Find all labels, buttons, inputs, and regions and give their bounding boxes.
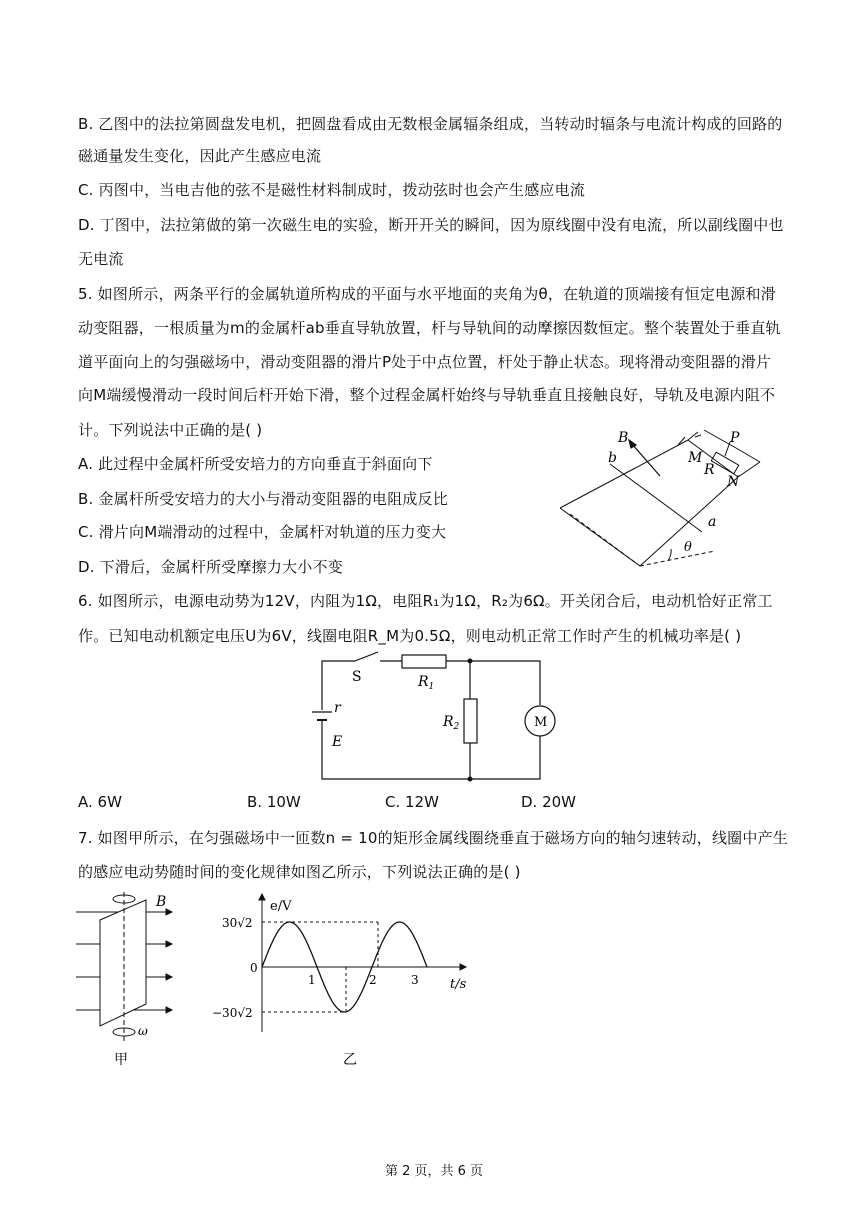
q5-line-5: 计。下列说法中正确的是( ) [78, 421, 263, 439]
option-b-line-1: B. 乙图中的法拉第圆盘发电机，把圆盘看成由无数根金属辐条组成，当转动时辐条与电流计构成的回路的 [78, 115, 783, 133]
fig5-label-b: b [608, 450, 617, 466]
fig5-label-P: P [730, 430, 740, 446]
fig6-label-E: E [332, 734, 343, 750]
q5-option-b: B. 金属杆所受安培力的大小与滑动变阻器的电阻成反比 [78, 490, 449, 508]
fig6-label-S: S [352, 669, 362, 685]
graph-caption: 乙 [343, 1052, 357, 1068]
q6-line-2: 作。已知电动机额定电压U为6V，线圈电阻R_M为0.5Ω，则电动机正常工作时产生的机械功率是( ) [78, 627, 742, 645]
fig6-label-r: r [334, 700, 341, 716]
q5-option-d: D. 下滑后，金属杆所受摩擦力大小不变 [78, 558, 343, 576]
q6-option-b: B. 10W [247, 793, 301, 811]
graph-xtick-2: 2 [369, 973, 377, 987]
circuit-figure [300, 650, 570, 790]
coil-caption: 甲 [114, 1052, 128, 1068]
q6-option-a: A. 6W [78, 793, 122, 811]
q5-line-3: 道平面向上的匀强磁场中，滑动变阻器的滑片P处于中点位置，杆处于静止状态。现将滑动变阻器的滑片 [78, 353, 772, 371]
q6-option-d: D. 20W [521, 793, 577, 811]
fig5-label-N: N [727, 474, 740, 490]
fig7-label-omega: ω [138, 1024, 148, 1038]
incline-rail-figure [560, 420, 790, 570]
q7-line-2: 的感应电动势随时间的变化规律如图乙所示，下列说法正确的是( ) [78, 863, 521, 881]
fig6-motor-M: M [534, 715, 548, 730]
fig6-label-R1: $R_1$ [418, 674, 435, 692]
option-d-line-1: D. 丁图中，法拉第做的第一次磁生电的实验，断开开关的瞬间，因为原线圈中没有电流，所以副线圈中也 [78, 216, 784, 234]
q5-line-4: 向M端缓慢滑动一段时间后杆开始下滑，整个过程金属杆始终与导轨垂直且接触良好，导轨及电源内阻不 [78, 386, 776, 404]
graph-xtick-3: 3 [411, 973, 419, 987]
q5-line-2: 动变阻器，一根质量为m的金属杆ab垂直导轨放置，杆与导轨间的动摩擦因数恒定。整个装置处于垂直轨 [78, 319, 781, 337]
q6-line-1: 6. 如图所示，电源电动势为12V，内阻为1Ω，电阻R₁为1Ω，R₂为6Ω。开关闭合后，电动机恰好正常工 [78, 592, 773, 610]
fig5-label-M: M [688, 450, 703, 466]
q5-line-1: 5. 如图所示，两条平行的金属轨道所构成的平面与水平地面的夹角为θ，在轨道的顶端接有恒定电源和滑 [78, 285, 776, 303]
fig7-label-B: B [156, 894, 167, 910]
fig6-label-R2: $R_2$ [443, 714, 460, 732]
fig5-label-B: B [618, 430, 629, 446]
graph-origin: 0 [250, 961, 258, 975]
q5-option-a: A. 此过程中金属杆所受安培力的方向垂直于斜面向下 [78, 455, 433, 473]
page-footer: 第 2 页，共 6 页 [384, 1164, 484, 1179]
q7-line-1: 7. 如图甲所示，在匀强磁场中一匝数n = 10的矩形金属线圈绕垂直于磁场方向的轴匀速转动，线圈中产生 [78, 829, 788, 847]
option-b-line-2: 磁通量发生变化，因此产生感应电流 [78, 147, 322, 165]
q5-option-c: C. 滑片向M端滑动的过程中，金属杆对轨道的压力变大 [78, 523, 447, 541]
graph-ytick-top: 30√2 [222, 916, 253, 930]
graph-xtick-1: 1 [308, 973, 316, 987]
option-d-line-2: 无电流 [78, 250, 124, 268]
q6-option-c: C. 12W [385, 793, 439, 811]
graph-xlabel: t/s [450, 977, 467, 992]
fig5-label-a: a [708, 514, 717, 530]
fig5-label-R: R [704, 462, 715, 478]
graph-ylabel: e/V [270, 899, 292, 914]
graph-ytick-bottom: −30√2 [212, 1006, 253, 1020]
fig5-label-theta: θ [684, 540, 692, 555]
emf-graph [210, 892, 490, 1072]
option-c: C. 丙图中，当电吉他的弦不是磁性材料制成时，拨动弦时也会产生感应电流 [78, 181, 586, 199]
coil-figure [68, 892, 188, 1068]
